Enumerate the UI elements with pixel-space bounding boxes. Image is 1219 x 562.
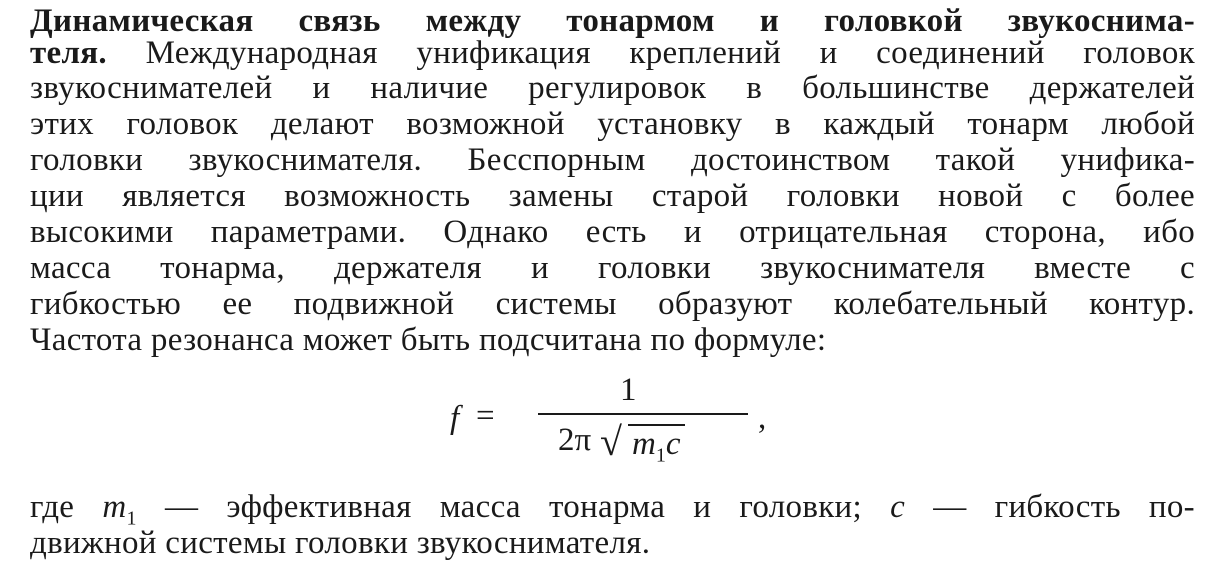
c-description: — гибкость по- [933,489,1195,525]
formula-radicand [628,424,685,474]
text-line-9 [30,321,1195,359]
m1-symbol [102,489,137,530]
where-word: где [30,489,75,525]
text-line-4 [30,141,1195,179]
radicand-sub: 1 [655,444,666,467]
m-letter: m [102,489,127,525]
formula-equals: = [476,398,495,434]
formula-numerator: 1 [620,372,637,408]
sqrt-icon: √ [600,419,622,464]
text-line-5 [30,177,1195,215]
text-line-4-content: головки звукоснимателя. Бесспорным достоинством такой унифика- [30,142,1195,178]
text-line-3 [30,105,1195,143]
text-line-1 [30,34,1195,72]
section-heading-end: теля. [30,35,107,71]
explanation-line-2 [30,524,1195,562]
text-line-9-content: Частота резонанса может быть подсчитана по формуле: [30,322,827,358]
c-symbol: c [890,489,906,525]
text-line-7 [30,249,1195,287]
m-sub: 1 [126,507,137,530]
text-line-8-content: гибкостью ее подвижной системы образуют колебательный контур. [30,286,1195,322]
text-line-6-content: высокими параметрами. Однако есть и отрицательная сторона, ибо [30,214,1195,250]
explanation-line-2-content: движной системы головки звукоснимателя. [30,525,651,561]
text-line-2-content: звукоснимателей и наличие регулировок в большинстве держателей [30,70,1195,106]
text-line-8 [30,285,1195,323]
text-line-7-content: масса тонарма, держателя и головки звукоснимателя вместе с [30,250,1195,286]
text-line-2 [30,69,1195,107]
resonance-formula [450,372,790,472]
text-line-1-rest: Международная унификация креплений и соединений головок [145,35,1195,71]
text-line-3-content: этих головок делают возможной установку в каждый тонарм любой [30,106,1195,142]
text-line-5-content: ции является возможность замены старой головки новой с более [30,178,1195,214]
formula-trailing-comma: , [758,400,767,436]
text-line-6 [30,213,1195,251]
radicand-c: c [665,426,681,462]
formula-denominator-coeff: 2π [558,422,592,458]
section-heading: Динамическая связь между тонармом и головкой звукоснима- [30,3,1195,39]
formula-lhs: f [450,400,460,436]
radicand-m: m [632,426,656,462]
m1-description: — эффективная масса тонарма и головки; [164,489,862,525]
fraction-bar [538,413,748,415]
